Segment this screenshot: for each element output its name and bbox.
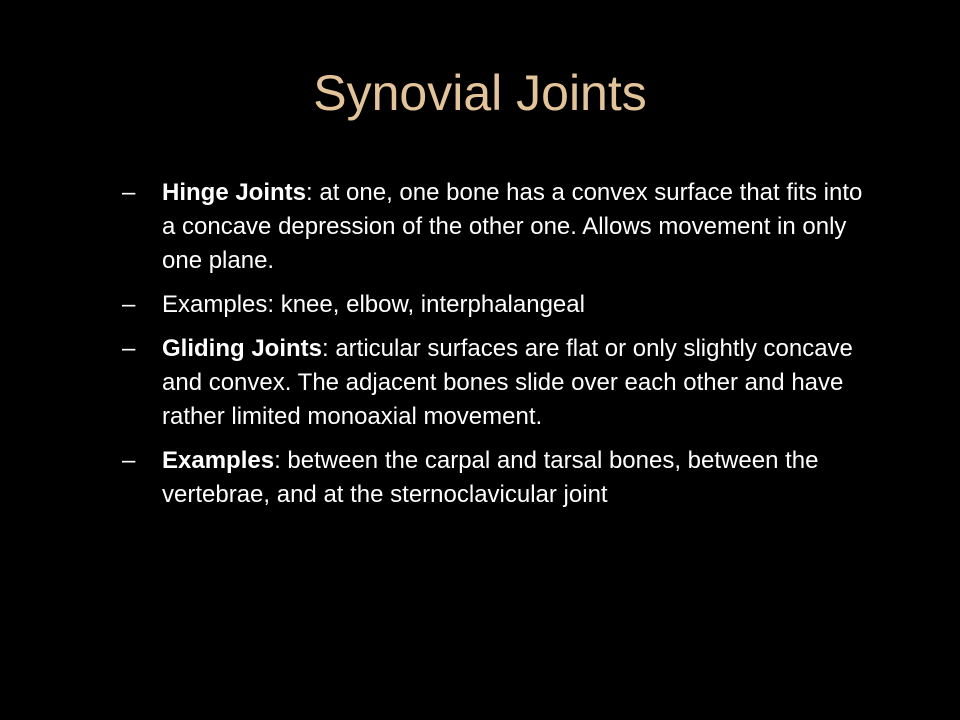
bullet-text (162, 288, 882, 322)
bullet-body: Examples: knee, elbow, interphalangeal (162, 291, 585, 318)
bullet-dash: – (122, 179, 136, 206)
bullet-text (162, 176, 882, 278)
bullet-body: : at one, one bone has a convex surface that fits into a concave depression of the other one. Allows movement in only one plane. (162, 179, 863, 274)
bullet-term: Examples (162, 447, 275, 474)
bullet-term: Gliding Joints (162, 335, 322, 362)
bullet-body: : between the carpal and tarsal bones, between the vertebrae, and at the sternoclavicular joint (162, 447, 819, 508)
bullet-dash: – (122, 447, 136, 474)
bullet-item-hinge-examples (122, 288, 882, 322)
bullet-term: Hinge Joints (162, 179, 307, 206)
bullet-dash: – (122, 335, 136, 362)
bullet-body: : articular surfaces are flat or only slightly concave and convex. The adjacent bones slide over each other and have rather limited monoaxial movement. (162, 335, 853, 430)
bullet-list (122, 176, 882, 522)
bullet-text (162, 332, 882, 434)
slide-title: Synovial Joints (313, 65, 647, 121)
bullet-item-hinge-joints (122, 176, 882, 278)
bullet-dash: – (122, 291, 136, 318)
bullet-item-gliding-joints (122, 332, 882, 434)
bullet-text (162, 444, 882, 512)
bullet-item-gliding-examples (122, 444, 882, 512)
